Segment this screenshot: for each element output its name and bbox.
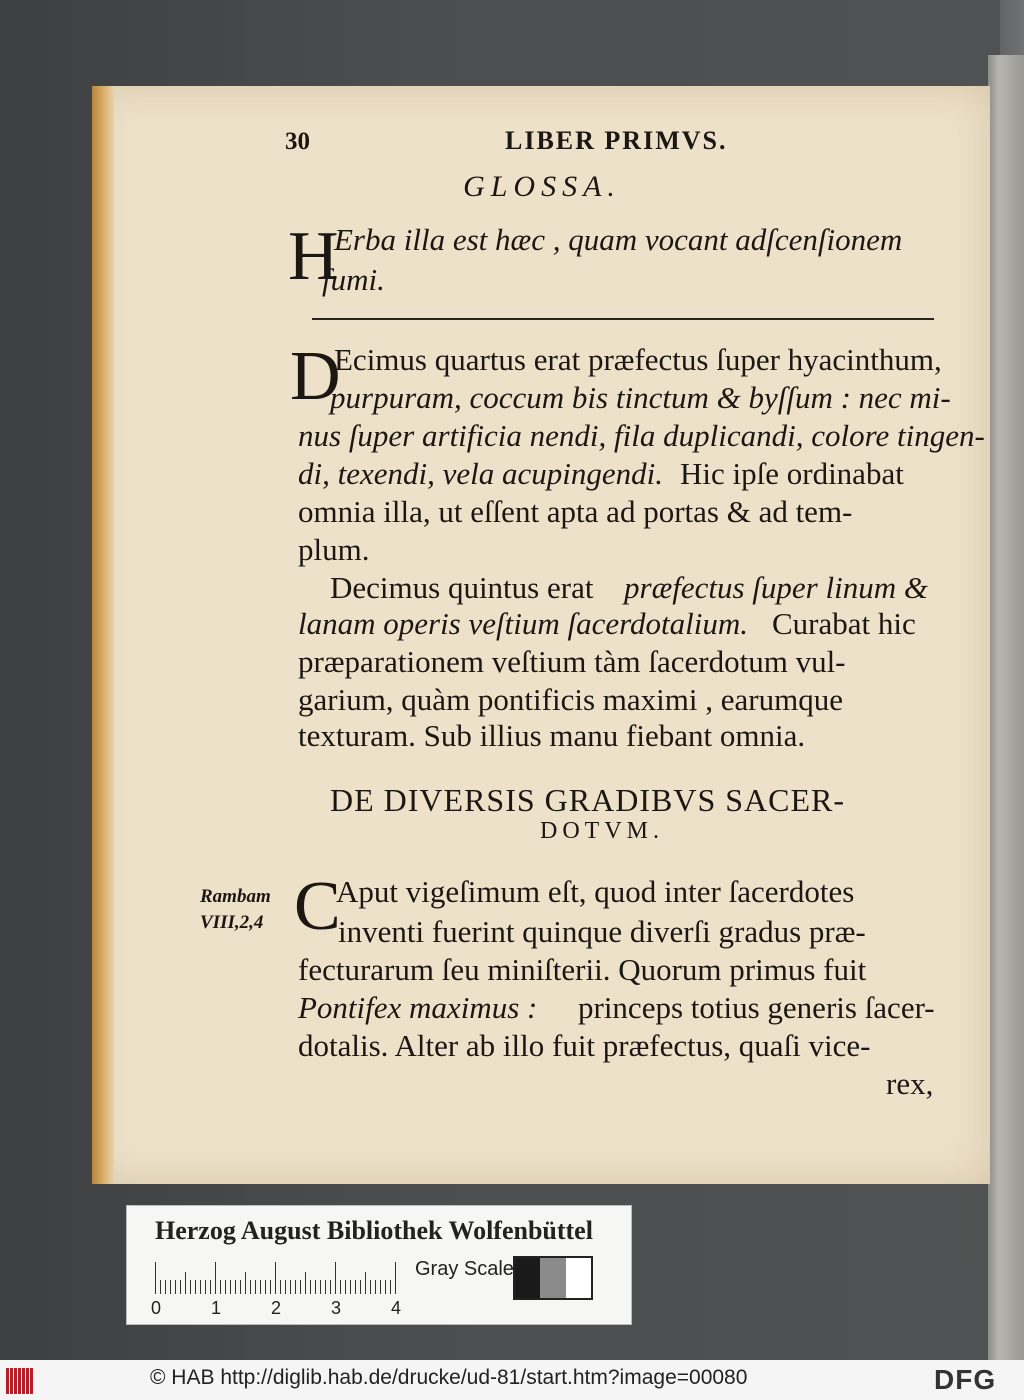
- ruler-tick: [255, 1280, 256, 1294]
- ruler-tick: [385, 1280, 386, 1294]
- glossa-title: GLOSSA.: [463, 170, 621, 203]
- ruler-tick: [215, 1262, 216, 1294]
- ruler-tick: [325, 1280, 326, 1294]
- text-line: purpuram, coccum bis tinctum & byſſum : nec mi-: [330, 380, 951, 415]
- ruler-tick: [305, 1272, 306, 1294]
- gray-scale-label: Gray Scale: [415, 1258, 514, 1280]
- ruler-tick: [395, 1262, 396, 1294]
- text-line: Curabat hic: [772, 606, 916, 641]
- ruler-tick: [165, 1280, 166, 1294]
- ruler-tick: [330, 1280, 331, 1294]
- library-name: Herzog August Bibliothek Wolfenbüttel: [155, 1216, 593, 1245]
- footer-copyright-url[interactable]: © HAB http://diglib.hab.de/drucke/ud-81/start.htm?image=00080: [150, 1366, 748, 1389]
- ruler-tick: [180, 1280, 181, 1294]
- ruler-tick: [240, 1280, 241, 1294]
- library-label-card: [126, 1205, 632, 1325]
- ruler-tick: [285, 1280, 286, 1294]
- margin-note-1: Rambam: [200, 886, 271, 907]
- ruler-tick: [195, 1280, 196, 1294]
- ruler-tick: [370, 1280, 371, 1294]
- ruler-tick: [190, 1280, 191, 1294]
- text-line: Hic ipſe ordinabat: [680, 456, 904, 491]
- ruler-tick: [225, 1280, 226, 1294]
- running-head: LIBER PRIMVS.: [505, 126, 728, 155]
- ruler-tick: [290, 1280, 291, 1294]
- ruler-tick: [175, 1280, 176, 1294]
- text-line: præfectus ſuper linum &: [624, 570, 928, 605]
- ruler-tick: [365, 1272, 366, 1294]
- gray-scale-swatches: [513, 1256, 593, 1300]
- ruler-tick: [380, 1280, 381, 1294]
- text-line: lanam operis veſtium ſacerdotalium.: [298, 606, 749, 641]
- ruler-tick: [280, 1280, 281, 1294]
- text-line: omnia illa, ut eſſent apta ad portas & ad tem-: [298, 494, 853, 529]
- hab-logo-icon: [6, 1368, 40, 1394]
- text-line: Ecimus quartus erat præfectus ſuper hyacinthum,: [334, 342, 942, 377]
- footer-bar: [0, 1360, 1024, 1400]
- margin-note-2: VIII,2,4: [200, 912, 264, 933]
- text-line: di, texendi, vela acupingendi.: [298, 456, 663, 491]
- text-line: inventi fuerint quinque diverſi gradus præ-: [338, 914, 866, 949]
- gray-swatch-dark: [515, 1258, 540, 1298]
- ruler-tick: [345, 1280, 346, 1294]
- glossa-line: fumi.: [322, 262, 385, 297]
- ruler-tick: [350, 1280, 351, 1294]
- ruler-tick: [315, 1280, 316, 1294]
- gray-swatch-light: [566, 1258, 591, 1298]
- gray-swatch-mid: [540, 1258, 565, 1298]
- paragraph-dropcap: C: [294, 868, 341, 945]
- ruler-tick: [275, 1262, 276, 1294]
- ruler-tick: [200, 1280, 201, 1294]
- paragraph-dropcap: D: [290, 338, 341, 415]
- ruler-tick: [270, 1280, 271, 1294]
- glossa-line: Erba illa est hæc , quam vocant adſcenſionem: [334, 222, 903, 257]
- ruler-tick: [355, 1280, 356, 1294]
- section-heading-cont: DOTVM.: [540, 818, 664, 844]
- ruler-tick: [260, 1280, 261, 1294]
- text-line: dotalis. Alter ab illo fuit præfectus, quaſi vice-: [298, 1028, 871, 1063]
- ruler-tick: [295, 1280, 296, 1294]
- text-line: Pontifex maximus :: [298, 990, 538, 1025]
- ruler-tick: [265, 1280, 266, 1294]
- ruler-tick: [185, 1272, 186, 1294]
- text-line: Aput vigeſimum eſt, quod inter ſacerdotes: [336, 874, 855, 909]
- ruler-tick: [235, 1280, 236, 1294]
- dfg-logo: DFG: [934, 1364, 997, 1395]
- ruler-tick: [205, 1280, 206, 1294]
- text-line: fecturarum ſeu miniſterii. Quorum primus fuit: [298, 952, 867, 987]
- divider-rule: [312, 318, 934, 320]
- ruler-tick: [170, 1280, 171, 1294]
- scale-number: 0: [151, 1298, 162, 1318]
- page-gilt-edge: [92, 86, 114, 1184]
- book-edge: [988, 55, 1024, 1360]
- ruler-tick: [250, 1280, 251, 1294]
- ruler-tick: [245, 1272, 246, 1294]
- ruler-scale: [155, 1262, 395, 1294]
- scale-number: 1: [211, 1298, 222, 1318]
- text-line: nus ſuper artificia nendi, fila duplicandi, colore tingen-: [298, 418, 985, 453]
- ruler-tick: [310, 1280, 311, 1294]
- ruler-tick: [210, 1280, 211, 1294]
- ruler-tick: [220, 1280, 221, 1294]
- text-line: texturam. Sub illius manu fiebant omnia.: [298, 718, 806, 753]
- ruler-tick: [375, 1280, 376, 1294]
- ruler-tick: [390, 1280, 391, 1294]
- glossa-dropcap: H: [288, 218, 339, 295]
- text-line: præparationem veſtium tàm ſacerdotum vul-: [298, 644, 846, 679]
- section-heading: DE DIVERSIS GRADIBVS SACER-: [330, 782, 846, 818]
- text-line: Decimus quintus erat: [330, 570, 594, 605]
- folio-number: 30: [285, 128, 310, 155]
- scale-number: 3: [331, 1298, 342, 1318]
- ruler-tick: [155, 1262, 156, 1294]
- scale-number: 4: [391, 1298, 402, 1318]
- catchword: rex,: [886, 1066, 934, 1101]
- ruler-tick: [230, 1280, 231, 1294]
- text-line: plum.: [298, 532, 370, 567]
- ruler-tick: [340, 1280, 341, 1294]
- ruler-tick: [320, 1280, 321, 1294]
- scale-number: 2: [271, 1298, 282, 1318]
- ruler-tick: [300, 1280, 301, 1294]
- text-line: princeps totius generis ſacer-: [578, 990, 935, 1025]
- text-line: garium, quàm pontificis maximi , earumque: [298, 682, 843, 717]
- ruler-tick: [335, 1262, 336, 1294]
- ruler-tick: [160, 1280, 161, 1294]
- ruler-tick: [360, 1280, 361, 1294]
